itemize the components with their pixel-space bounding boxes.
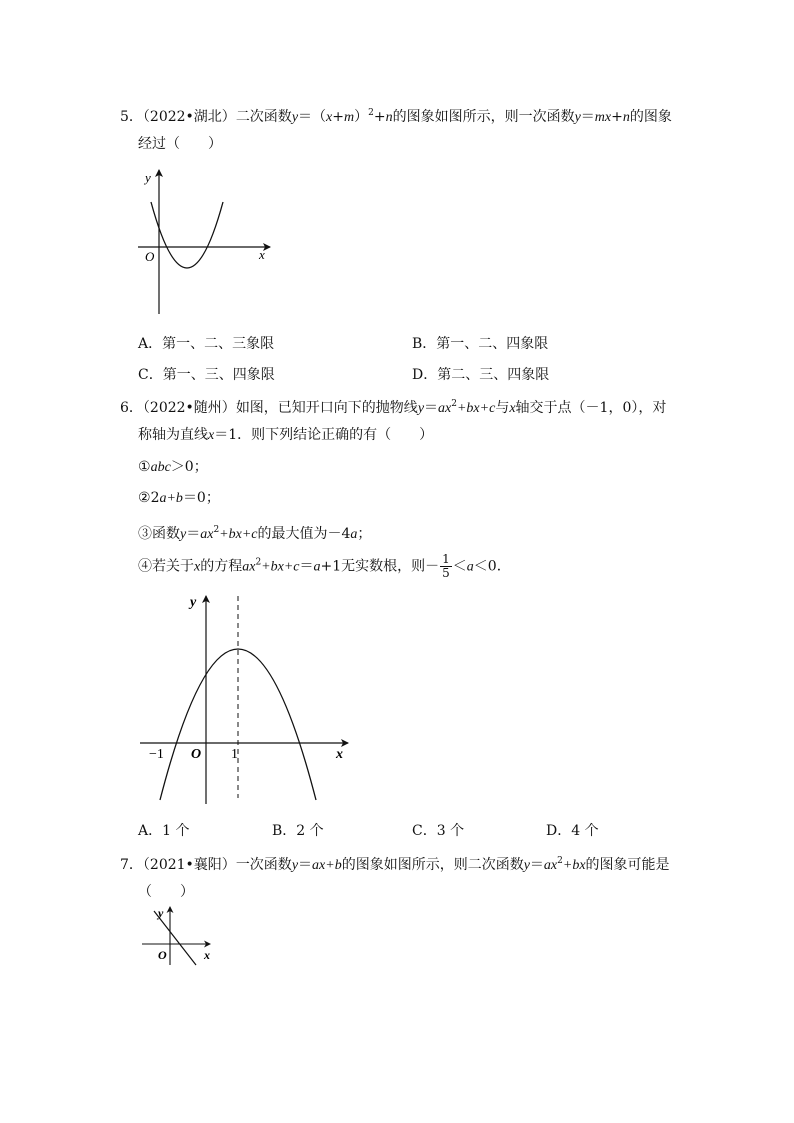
q7-source: （2021•襄阳） xyxy=(142,857,236,873)
q6-one-label: 1 xyxy=(231,747,238,762)
q6-mark: ② xyxy=(138,490,151,506)
q5-eq: ） xyxy=(354,109,369,125)
q6-eq: abc xyxy=(150,460,171,475)
q6-eq: a+b xyxy=(159,491,183,506)
q6-mark: ④ xyxy=(138,558,152,575)
q5-option-b[interactable]: B．第一、二、四象限 xyxy=(412,336,549,352)
q7-eq: ＝ xyxy=(298,857,313,873)
q7-y-label: y xyxy=(158,906,164,920)
q6-eq: ax xyxy=(200,527,214,542)
q5-eq: mx xyxy=(594,110,612,125)
q5-eq: ＝ xyxy=(580,109,595,125)
q6-option-b[interactable]: B．2 个 xyxy=(272,823,324,839)
q6-mark: ① xyxy=(138,459,151,475)
q7-eq: +bx xyxy=(562,858,586,873)
q5-graph xyxy=(128,162,278,320)
q6-eq: a xyxy=(466,559,474,575)
q5-origin-label: O xyxy=(145,249,155,264)
q6-text: 称轴为直线 xyxy=(138,427,208,443)
q5-parabola xyxy=(151,202,223,268)
q6-origin-label: O xyxy=(191,747,202,762)
q6-eq: x xyxy=(208,428,215,443)
q5-text: 经过（ ） xyxy=(138,136,222,152)
q7-number: 7． xyxy=(120,857,143,873)
q6-option-c[interactable]: C．3 个 xyxy=(412,823,465,839)
q5-option-d[interactable]: D．第二、三、四象限 xyxy=(412,367,550,383)
q5-eq: m xyxy=(343,110,355,125)
q5-option-a[interactable]: A．第一、二、三象限 xyxy=(138,336,275,352)
q6-eq: +bx+c xyxy=(219,527,258,542)
q6-eq: ＝0； xyxy=(182,490,220,506)
q7-eq: ＝ xyxy=(529,857,544,873)
q6-fraction-num: 1 xyxy=(442,552,450,566)
q5-eq: + xyxy=(611,109,623,125)
q6-eq: ＜ xyxy=(452,558,467,575)
q5-eq: + xyxy=(373,109,386,125)
q7-eq: 2 xyxy=(557,856,563,866)
q6-eq: 2 xyxy=(451,399,457,409)
q6-eq: ＞0； xyxy=(170,459,208,475)
q6-eq: x xyxy=(509,401,516,416)
q7-origin-label: O xyxy=(158,948,167,962)
q6-eq: 2 xyxy=(150,490,160,506)
q6-eq: 2 xyxy=(255,557,262,568)
q7-eq: y xyxy=(291,858,299,873)
q6-eq: x xyxy=(194,559,201,575)
q5-line-2 xyxy=(138,135,222,153)
q5-y-label: y xyxy=(145,170,151,185)
q6-fraction xyxy=(440,553,452,580)
q5-eq: x xyxy=(326,110,333,125)
q5-option-c[interactable]: C．第一、三、四象限 xyxy=(138,367,275,383)
q7-eq: y xyxy=(523,858,530,873)
q6-mark: ③ xyxy=(138,526,152,542)
q6-statement-1 xyxy=(138,458,208,477)
q6-eq: +1 xyxy=(320,558,342,575)
q6-eq: ax xyxy=(242,559,256,575)
q6-eq: 2 xyxy=(213,525,220,535)
q6-option-d[interactable]: D．4 个 xyxy=(546,823,599,839)
q7-eq: ax xyxy=(543,858,558,873)
q5-eq: n xyxy=(385,110,393,125)
q6-text: 的最大值为－4 xyxy=(257,526,351,542)
q6-eq: ax xyxy=(438,401,452,416)
q6-graph xyxy=(136,588,356,810)
q5-line-1 xyxy=(120,104,672,127)
q7-line-2 xyxy=(138,883,194,901)
q6-eq: ＝ xyxy=(299,558,314,575)
q7-text: 的图象如图所示，则二次函数 xyxy=(341,857,524,873)
q6-text: ； xyxy=(357,526,372,542)
q6-eq: +bx+c xyxy=(261,559,300,575)
q5-eq: + xyxy=(332,109,344,125)
q6-source: （2022•随州） xyxy=(142,400,236,416)
q6-text: 轴交于点（－1，0），对 xyxy=(515,400,667,416)
q6-eq: a xyxy=(313,559,321,575)
q6-eq: y xyxy=(180,527,187,542)
q7-eq: ax+b xyxy=(312,858,342,873)
q6-eq: ＝ xyxy=(186,526,201,542)
q5-source: （2022•湖北） xyxy=(142,109,236,125)
q5-eq: y xyxy=(291,110,299,125)
q6-eq: a xyxy=(350,527,358,542)
q6-text: 若关于 xyxy=(152,558,194,575)
q7-x-label: x xyxy=(204,948,210,962)
q6-text: 无实数根，则－ xyxy=(341,558,440,575)
q7-text: 的图象可能是 xyxy=(585,857,670,873)
q7-text: 一次函数 xyxy=(235,857,292,873)
q6-line-1 xyxy=(120,395,666,418)
q6-statement-4 xyxy=(138,553,511,580)
q5-text: 的图象 xyxy=(629,109,672,125)
q6-statement-2 xyxy=(138,489,220,508)
q6-y-label: y xyxy=(190,595,197,610)
q6-statement-3 xyxy=(138,521,371,544)
q6-eq: +bx+c xyxy=(456,401,496,416)
q6-number: 6． xyxy=(120,400,143,416)
q6-fraction-den: 5 xyxy=(442,566,450,580)
q6-text: 的方程 xyxy=(200,558,243,575)
q6-line-2 xyxy=(138,426,433,445)
q6-text: 与 xyxy=(495,400,510,416)
q5-eq: ＝（ xyxy=(298,109,327,125)
q7-text: （ ） xyxy=(138,884,194,900)
q6-eq: ＝ xyxy=(424,400,439,416)
q6-eq: y xyxy=(417,401,425,416)
q5-x-label: x xyxy=(259,247,265,262)
q6-text: 函数 xyxy=(152,526,180,542)
q7-graph xyxy=(138,903,218,969)
q7-line-1 xyxy=(120,852,670,875)
q5-eq: 2 xyxy=(368,108,374,118)
q5-text: 的图象如图所示，则一次函数 xyxy=(392,109,575,125)
q6-option-a[interactable]: A．1 个 xyxy=(138,823,190,839)
q6-eq: ＜0． xyxy=(473,558,511,575)
q5-number: 5． xyxy=(120,109,143,125)
q6-text: ＝1．则下列结论正确的有（ ） xyxy=(214,427,434,443)
q5-eq: y xyxy=(574,110,581,125)
q5-eq: n xyxy=(622,110,630,125)
q6-text: 如图，已知开口向下的抛物线 xyxy=(235,400,418,416)
q6-x-label: x xyxy=(336,747,343,762)
q6-neg-one-label: −1 xyxy=(149,747,164,762)
q5-text: 二次函数 xyxy=(235,109,292,125)
